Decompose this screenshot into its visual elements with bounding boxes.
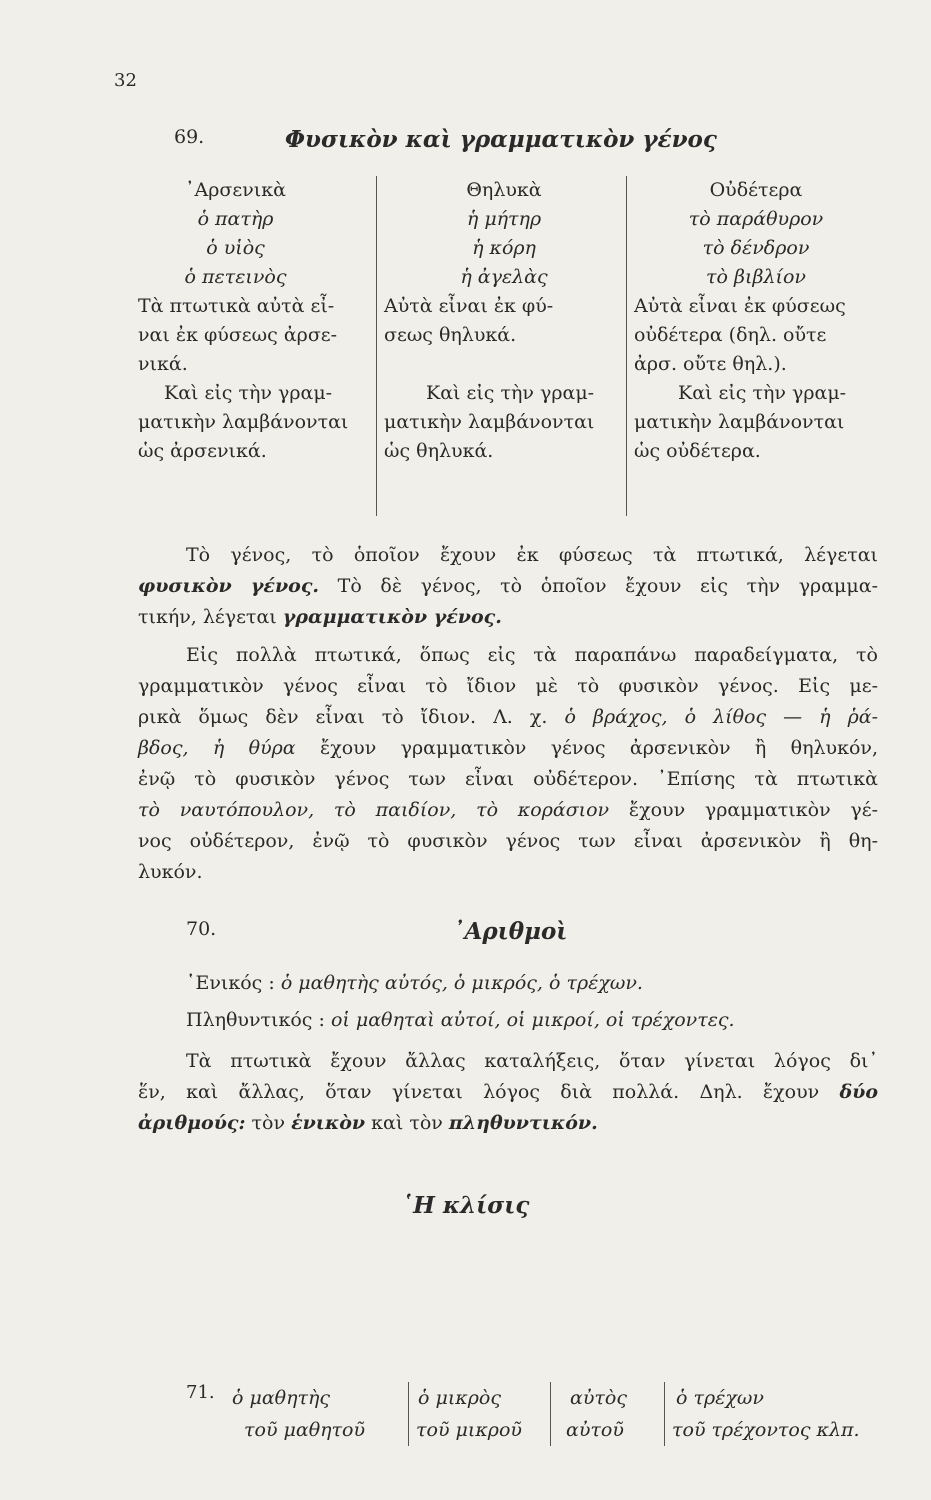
example: ὁ υἱὸς	[206, 237, 265, 259]
text-line	[138, 795, 878, 826]
column-divider	[626, 176, 627, 516]
feminine-column	[384, 176, 624, 466]
gram-line: ματικὴν λαμβάνονται	[384, 411, 595, 433]
italic-example: βδος, ἡ θύρα	[138, 737, 296, 759]
note-line: Αὐτὰ εἶναι ἐκ φύσεως	[634, 295, 846, 317]
bold-term: φυσικὸν γένος.	[138, 575, 320, 597]
section-title: Φυσικὸν καὶ γραμματικὸν γένος	[285, 126, 717, 153]
declension-table	[0, 1382, 931, 1452]
column-divider	[408, 1382, 409, 1446]
note-line: οὐδέτερα (δηλ. οὔτε	[634, 324, 827, 346]
declension-genitive: αὐτοῦ	[566, 1419, 624, 1441]
text-span: ρικὰ ὅμως δὲν εἶναι τὸ ἴδιον. Λ. χ.	[138, 706, 548, 728]
section-number: 69.	[174, 126, 205, 148]
gender-table	[138, 176, 878, 516]
text-line: νος οὐδέτερον, ἐνῷ τὸ φυσικὸν γένος των εἶναι ἀρσενικὸν ἢ θη-	[138, 830, 878, 852]
gram-line: Καὶ εἰς τὴν γραμ-	[164, 382, 333, 404]
text-span: Τὸ δὲ γένος, τὸ ὁποῖον ἔχουν εἰς τὴν γραμμα-	[337, 575, 878, 597]
column-divider	[664, 1382, 665, 1446]
singular-line	[138, 968, 878, 999]
bold-term: ἀριθμούς:	[138, 1112, 246, 1134]
note-line: σεως θηλυκά.	[384, 324, 517, 346]
text-line: Τὰ πτωτικὰ ἔχουν ἄλλας καταλήξεις, ὅταν γίνεται λόγος δι᾿	[186, 1050, 878, 1072]
column-heading: Θηλυκὰ	[466, 179, 542, 201]
note-line: Αὐτὰ εἶναι ἐκ φύ-	[384, 295, 554, 317]
declension-nominative: ὁ τρέχων	[676, 1387, 764, 1409]
bold-term: γραμματικὸν γένος.	[282, 606, 502, 628]
gram-line: Καὶ εἰς τὴν γραμ-	[426, 382, 595, 404]
column-divider	[376, 176, 377, 516]
declension-nominative: ὁ μαθητὴς	[232, 1387, 331, 1409]
gram-line: ματικὴν λαμβάνονται	[138, 411, 349, 433]
bold-term: πληθυντικόν.	[448, 1112, 598, 1134]
column-heading: ᾿Αρσενικὰ	[185, 179, 286, 201]
italic-example: ὁ βράχος, ὁ λίθος — ἡ ῥά-	[564, 706, 878, 728]
gram-line: ὡς θηλυκά.	[384, 440, 494, 462]
example: τὸ παράθυρον	[688, 208, 824, 230]
declension-genitive: τοῦ μαθητοῦ	[244, 1419, 366, 1441]
bold-term: ἑνικὸν	[291, 1112, 366, 1134]
example: ὁ πετεινὸς	[184, 266, 287, 288]
gram-line: ὡς οὐδέτερα.	[634, 440, 761, 462]
singular-label: ῾Ενικός :	[186, 972, 275, 994]
declension-genitive: τοῦ τρέχοντος κλπ.	[672, 1419, 860, 1441]
text-line: ἐνῷ τὸ φυσικὸν γένος των εἶναι οὐδέτερον. ᾿Επίσης τὰ πτωτικὰ	[138, 768, 878, 790]
section-71-title: ῾Η κλίσις	[401, 1192, 530, 1219]
example: ἡ μήτηρ	[466, 208, 542, 230]
text-line: Εἰς πολλὰ πτωτικά, ὅπως εἰς τὰ παραπάνω παραδείγματα, τὸ	[186, 644, 878, 666]
text-span: τικήν, λέγεται	[138, 606, 277, 628]
text-line	[138, 571, 878, 602]
text-span: τὸν	[251, 1112, 286, 1134]
text-line: γραμματικὸν γένος εἶναι τὸ ἴδιον μὲ τὸ φυσικὸν γένος. Εἰς με-	[138, 675, 878, 697]
text-span: καὶ τὸν	[371, 1112, 443, 1134]
plural-examples: οἱ μαθηταὶ αὐτοί, οἱ μικροί, οἱ τρέχοντες.	[330, 1009, 735, 1031]
plural-line	[138, 1005, 878, 1036]
example: ἡ κόρη	[472, 237, 536, 259]
gram-line: ματικὴν λαμβάνονται	[634, 411, 845, 433]
paragraph-examples	[138, 640, 878, 888]
text-line	[138, 733, 878, 764]
text-line: λυκόν.	[138, 861, 203, 883]
text-line: Τὸ γένος, τὸ ὁποῖον ἔχουν ἐκ φύσεως τὰ πτωτικά, λέγεται	[186, 544, 878, 566]
note-line: ναι ἐκ φύσεως ἀρσε-	[138, 324, 338, 346]
note-line: Τὰ πτωτικὰ αὐτὰ εἶ-	[138, 295, 335, 317]
gram-line: ὡς ἀρσενικά.	[138, 440, 267, 462]
paragraph-natural-gender	[138, 540, 878, 633]
declension-nominative: αὐτὸς	[570, 1387, 627, 1409]
italic-example: τὸ ναυτόπουλον, τὸ παιδίον, τὸ κοράσιον	[138, 799, 610, 821]
example: τὸ δένδρον	[702, 237, 810, 259]
example: ἡ ἀγελὰς	[460, 266, 548, 288]
text-line	[138, 702, 878, 733]
text-span: ἔχουν γραμματικὸν γένος ἀρσενικὸν ἢ θηλυκόν,	[320, 737, 878, 759]
paragraph-numbers	[138, 1046, 878, 1139]
section-title: ᾿Αριθμοὶ	[453, 918, 568, 945]
text-span: ἔχουν γραμματικὸν γέ-	[628, 799, 878, 821]
text-line	[138, 1108, 878, 1139]
bold-term: δύο	[839, 1081, 879, 1103]
page-number: 32	[114, 70, 137, 91]
text-span: ἕν, καὶ ἄλλας, ὅταν γίνεται λόγος διὰ πολλά. Δηλ. ἔχουν	[138, 1081, 820, 1103]
section-number: 71.	[186, 1382, 215, 1403]
neuter-column	[634, 176, 878, 466]
text-line	[138, 1077, 878, 1108]
text-line	[138, 602, 878, 633]
example: ὁ πατὴρ	[197, 208, 274, 230]
note-line: ἀρσ. οὔτε θηλ.).	[634, 353, 787, 375]
plural-label: Πληθυντικός :	[186, 1009, 325, 1031]
note-line: νικά.	[138, 353, 188, 375]
column-divider	[550, 1382, 551, 1446]
number-examples	[138, 968, 878, 1036]
masculine-column	[138, 176, 373, 466]
declension-nominative: ὁ μικρὸς	[418, 1387, 501, 1409]
gram-line: Καὶ εἰς τὴν γραμ-	[678, 382, 847, 404]
example: τὸ βιβλίον	[706, 266, 806, 288]
section-number: 70.	[186, 918, 217, 940]
singular-examples: ὁ μαθητὴς αὐτός, ὁ μικρός, ὁ τρέχων.	[280, 972, 643, 994]
declension-genitive: τοῦ μικροῦ	[416, 1419, 522, 1441]
column-heading: Οὐδέτερα	[709, 179, 803, 201]
